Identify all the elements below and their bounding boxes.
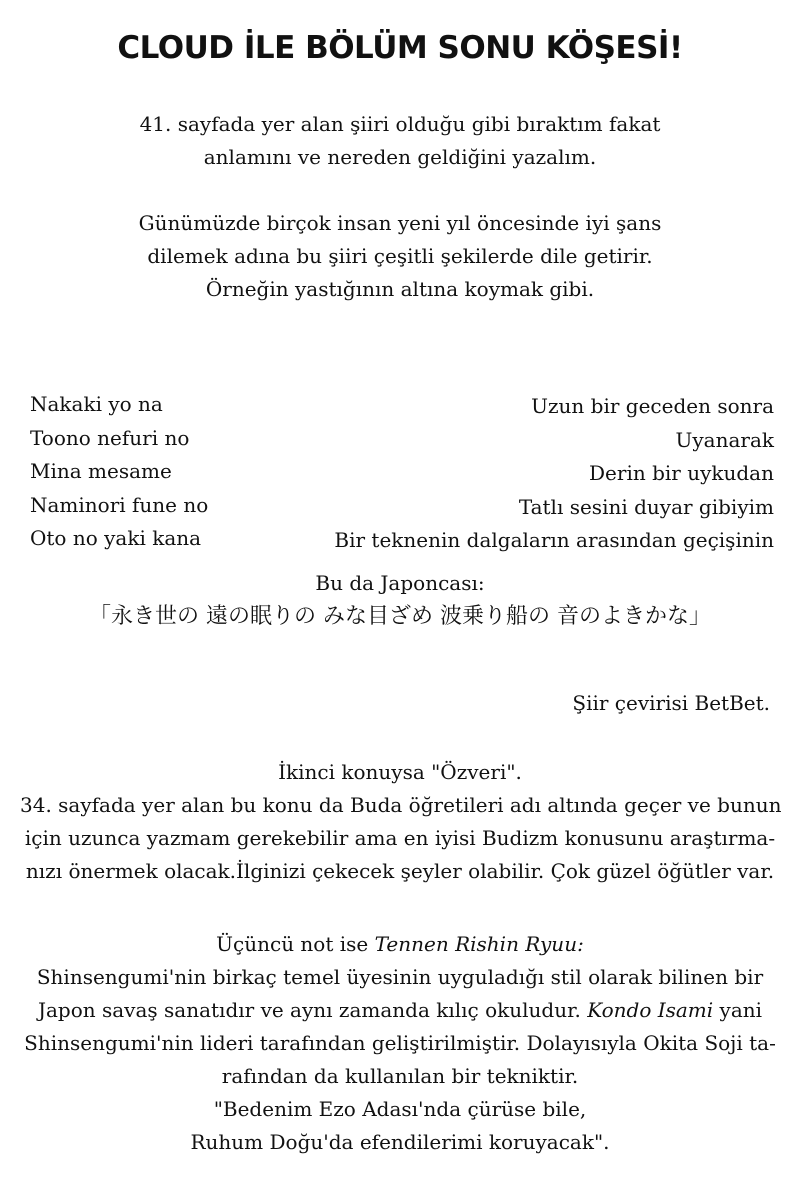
third-note-name: Kondo Isami — [587, 998, 714, 1022]
third-note-line: rafından da kullanılan bir tekniktir. — [221, 1064, 579, 1088]
intro-spacer — [20, 174, 780, 207]
translation-credit: Şiir çevirisi BetBet. — [572, 691, 770, 715]
third-note-line-prefix: Japon savaş sanatıdır ve aynı zamanda kılıç okuludur. — [37, 998, 588, 1022]
poem-translation-line: Bir teknenin dalgaların arasından geçişinin — [334, 528, 774, 552]
intro-line: Günümüzde birçok insan yeni yıl öncesinde iyi şans — [138, 211, 662, 235]
poem-romaji-line: Oto no yaki kana — [30, 526, 202, 550]
third-note-line — [20, 994, 780, 1027]
third-note — [20, 928, 780, 1159]
second-note-line: 34. sayfada yer alan bu konu da Buda öğretileri adı altında geçer ve bunun — [20, 793, 782, 817]
third-note-line-suffix: yani — [713, 998, 763, 1022]
poem-romaji — [30, 388, 208, 556]
second-note-heading: İkinci konuysa "Özveri". — [278, 760, 522, 784]
poem-translation-line: Tatlı sesini duyar gibiyim — [518, 494, 774, 519]
intro-line: anlamını ve nereden geldiğini yazalım. — [203, 145, 597, 169]
poem-translation-line: Uyanarak — [675, 427, 774, 452]
third-note-quote: Ruhum Doğu'da efendilerimi koruyacak". — [190, 1130, 610, 1154]
page-title: CLOUD İLE BÖLÜM SONU KÖŞESİ! — [117, 30, 683, 66]
poem-translation-line: Derin bir uykudan — [589, 461, 774, 485]
intro-line: dilemek adına bu şiiri çeşitli şekilerde dile getirir. — [147, 244, 653, 268]
poem-romaji-line: Nakaki yo na — [30, 392, 163, 416]
intro-line: Örneğin yastığının altına koymak gibi. — [205, 277, 595, 301]
second-note — [20, 756, 780, 888]
third-note-line: Shinsengumi'nin lideri tarafından geliştirilmiştir. Dolayısıyla Okita Soji ta- — [24, 1031, 776, 1055]
third-note-heading — [20, 928, 780, 961]
japanese-poem: 「永き世の 遠の眠りの みな目ざめ 波乗り船の 音のよきかな」 — [89, 604, 711, 629]
poem-romaji-line: Toono nefuri no — [30, 425, 190, 450]
poem-romaji-line: Mina mesame — [30, 459, 172, 483]
third-note-heading-prefix: Üçüncü not ise — [216, 932, 375, 956]
third-note-line: Shinsengumi'nin birkaç temel üyesinin uyguladığı stil olarak bilinen bir — [36, 965, 764, 989]
third-note-quote: "Bedenim Ezo Adası'nda çürüse bile, — [213, 1097, 587, 1121]
poem-romaji-line: Naminori fune no — [30, 492, 209, 517]
intro-paragraph — [20, 108, 780, 306]
japanese-label: Bu da Japoncası: — [315, 571, 485, 595]
third-note-heading-term: Tennen Rishin Ryuu: — [374, 932, 584, 956]
second-note-line: nızı önermek olacak.İlginizi çekecek şeyler olabilir. Çok güzel öğütler var. — [25, 859, 775, 883]
poem-translation — [334, 390, 774, 558]
second-note-line: için uzunca yazmam gerekebilir ama en iyisi Budizm konusunu araştırma- — [24, 826, 776, 850]
intro-line: 41. sayfada yer alan şiiri olduğu gibi bıraktım fakat — [139, 112, 661, 136]
poem-translation-line: Uzun bir geceden sonra — [531, 394, 774, 418]
